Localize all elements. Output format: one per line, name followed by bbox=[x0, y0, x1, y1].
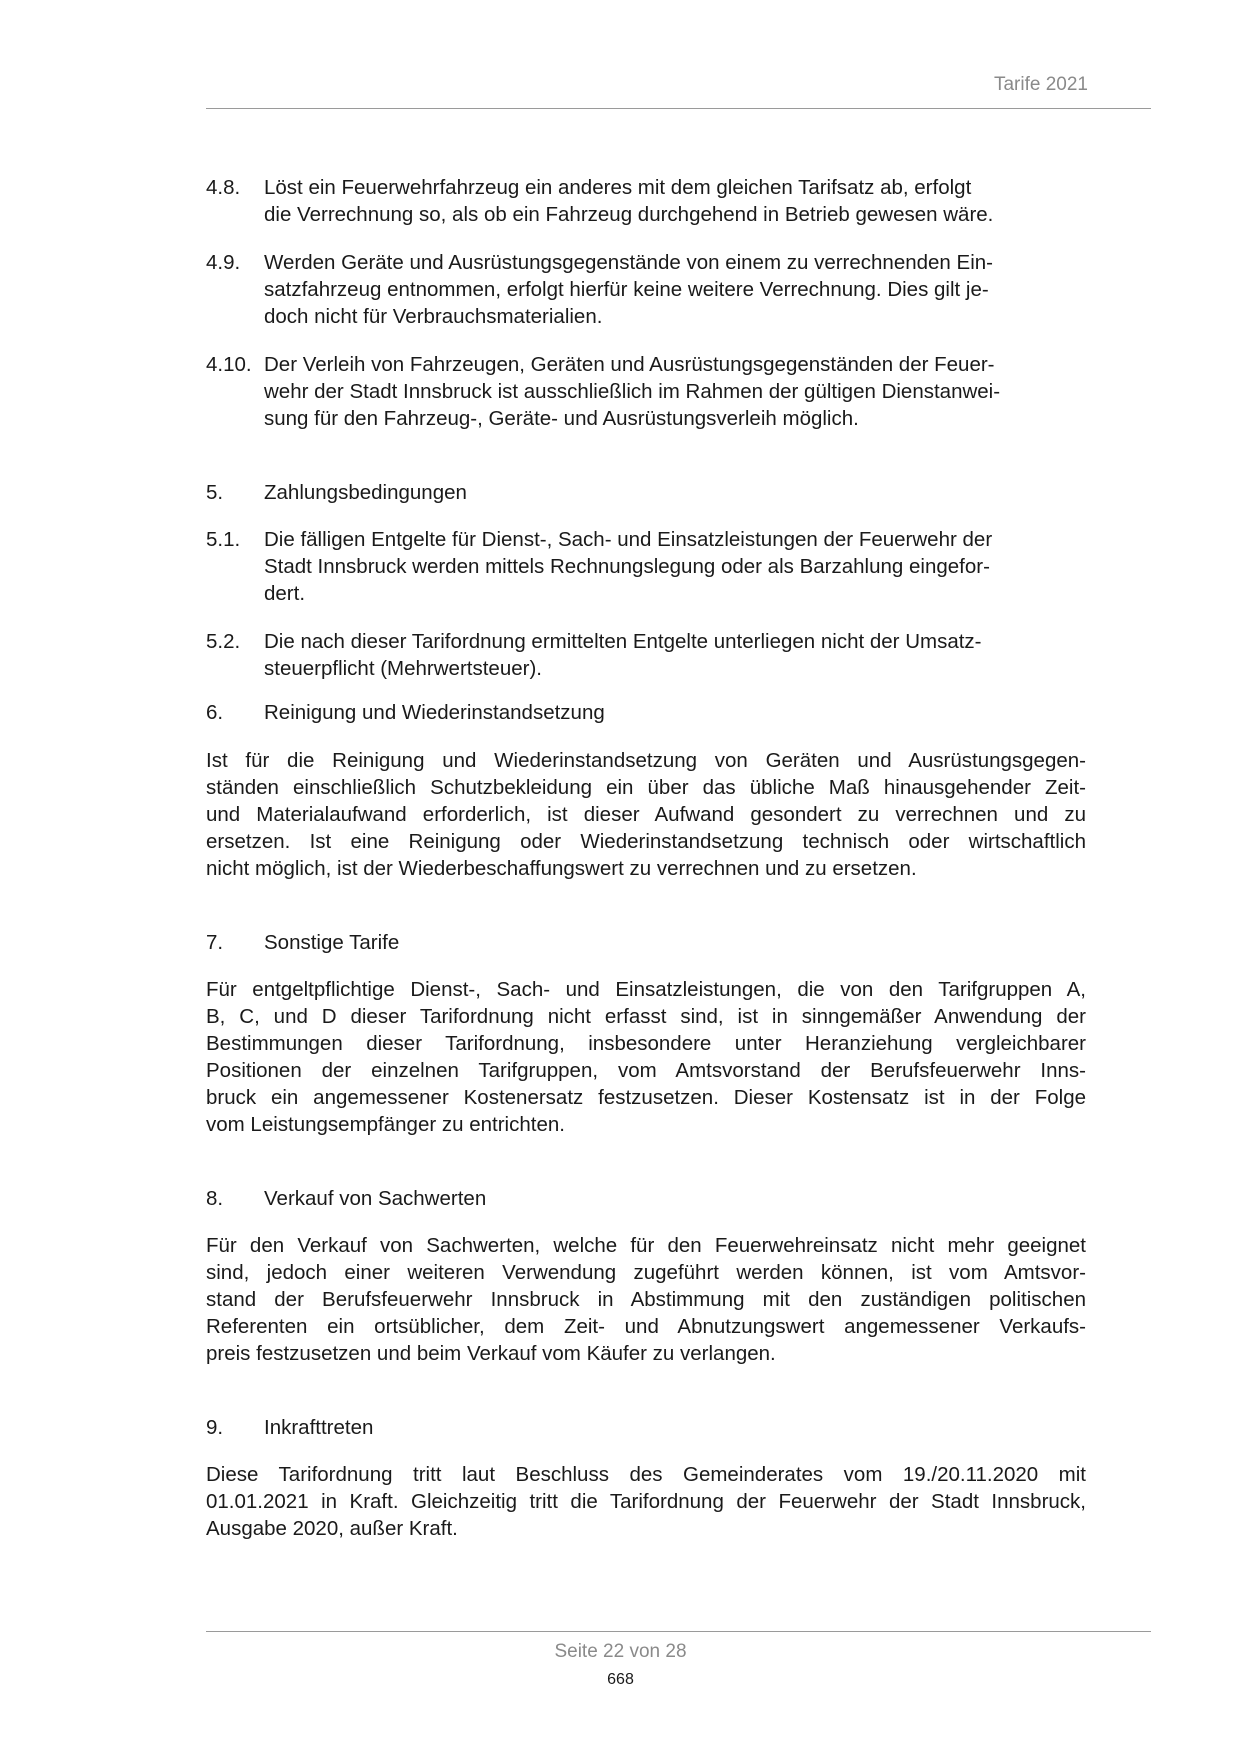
text-line: bruck ein angemessener Kostenersatz festzusetzen. Dieser Kostensatz ist in der Folge bbox=[206, 1086, 1086, 1109]
section-number: 6. bbox=[206, 701, 224, 724]
list-item bbox=[206, 174, 1086, 228]
section-heading bbox=[206, 1185, 1086, 1212]
item-number: 4.9. bbox=[206, 251, 241, 274]
section-title: Inkrafttreten bbox=[264, 1416, 374, 1439]
page-header-title: Tarife 2021 bbox=[993, 74, 1088, 95]
text-line: Ausgabe 2020, außer Kraft. bbox=[206, 1517, 458, 1540]
text-line: 01.01.2021 in Kraft. Gleichzeitig tritt die Tarifordnung der Feuerwehr der Stadt Innsbruck, bbox=[206, 1490, 1086, 1513]
text-line: nicht möglich, ist der Wiederbeschaffungswert zu verrechnen und zu ersetzen. bbox=[206, 857, 917, 880]
list-item bbox=[206, 526, 1086, 607]
section-heading bbox=[206, 929, 1086, 956]
text-line: Werden Geräte und Ausrüstungsgegenstände von einem zu verrechnenden Ein- bbox=[264, 251, 993, 274]
text-line: doch nicht für Verbrauchsmaterialien. bbox=[264, 305, 603, 328]
section-paragraph bbox=[206, 747, 1086, 882]
text-line: preis festzusetzen und beim Verkauf vom Käufer zu verlangen. bbox=[206, 1342, 776, 1365]
item-text bbox=[264, 351, 1086, 432]
text-line: Löst ein Feuerwehrfahrzeug ein anderes mit dem gleichen Tarifsatz ab, erfolgt bbox=[264, 176, 972, 199]
text-line: B, C, und D dieser Tarifordnung nicht erfasst sind, ist in sinngemäßer Anwendung der bbox=[206, 1005, 1086, 1028]
text-line: ständen einschließlich Schutzbekleidung ein über das übliche Maß hinausgehender Zeit- bbox=[206, 776, 1086, 799]
text-line: Für den Verkauf von Sachwerten, welche für den Feuerwehreinsatz nicht mehr geeignet bbox=[206, 1234, 1086, 1257]
text-line: sind, jedoch einer weiteren Verwendung zugeführt werden können, ist vom Amtsvor- bbox=[206, 1261, 1086, 1284]
text-line: vom Leistungsempfänger zu entrichten. bbox=[206, 1113, 565, 1136]
text-line: Für entgeltpflichtige Dienst-, Sach- und Einsatzleistungen, die von den Tarifgruppen A, bbox=[206, 978, 1086, 1001]
section-paragraph bbox=[206, 976, 1086, 1138]
item-text bbox=[264, 174, 1086, 228]
section-number: 5. bbox=[206, 481, 224, 504]
list-item bbox=[206, 351, 1086, 432]
list-item bbox=[206, 249, 1086, 330]
text-line: und Materialaufwand erforderlich, ist dieser Aufwand gesondert zu verrechnen und zu bbox=[206, 803, 1086, 826]
header-rule bbox=[206, 108, 1151, 109]
text-line: Diese Tarifordnung tritt laut Beschluss des Gemeinderates vom 19./20.11.2020 mit bbox=[206, 1463, 1086, 1486]
text-line: Bestimmungen dieser Tarifordnung, insbesondere unter Heranziehung vergleichbarer bbox=[206, 1032, 1086, 1055]
section-paragraph bbox=[206, 1232, 1086, 1367]
text-line: steuerpflicht (Mehrwertsteuer). bbox=[264, 657, 542, 680]
section-heading bbox=[206, 699, 1086, 726]
text-line: ersetzen. Ist eine Reinigung oder Wiederinstandsetzung technisch oder wirtschaftlich bbox=[206, 830, 1086, 853]
text-line: stand der Berufsfeuerwehr Innsbruck in Abstimmung mit den zuständigen politischen bbox=[206, 1288, 1086, 1311]
footer-rule bbox=[206, 1631, 1151, 1632]
text-line: Die fälligen Entgelte für Dienst-, Sach- und Einsatzleistungen der Feuerwehr der bbox=[264, 528, 993, 551]
list-item bbox=[206, 628, 1086, 682]
section-title: Reinigung und Wiederinstandsetzung bbox=[264, 701, 605, 724]
page-indicator: Seite 22 von 28 bbox=[554, 1641, 687, 1662]
text-line: die Verrechnung so, als ob ein Fahrzeug durchgehend in Betrieb gewesen wäre. bbox=[264, 203, 994, 226]
text-line: sung für den Fahrzeug-, Geräte- und Ausrüstungsverleih möglich. bbox=[264, 407, 859, 430]
text-line: Referenten ein ortsüblicher, dem Zeit- und Abnutzungswert angemessener Verkaufs- bbox=[206, 1315, 1086, 1338]
text-line: Der Verleih von Fahrzeugen, Geräten und Ausrüstungsgegenständen der Feuer- bbox=[264, 353, 995, 376]
section-number: 7. bbox=[206, 931, 224, 954]
text-line: Positionen der einzelnen Tarifgruppen, vom Amtsvorstand der Berufsfeuerwehr Inns- bbox=[206, 1059, 1086, 1082]
section-title: Sonstige Tarife bbox=[264, 931, 400, 954]
section-number: 9. bbox=[206, 1416, 224, 1439]
section-heading bbox=[206, 1414, 1086, 1441]
item-text bbox=[264, 526, 1086, 607]
text-line: dert. bbox=[264, 582, 306, 605]
item-text bbox=[264, 628, 1086, 682]
item-text bbox=[264, 249, 1086, 330]
section-heading bbox=[206, 479, 1086, 506]
section-number: 8. bbox=[206, 1187, 224, 1210]
item-number: 5.1. bbox=[206, 528, 241, 551]
section-paragraph bbox=[206, 1461, 1086, 1542]
item-number: 5.2. bbox=[206, 630, 241, 653]
page-number: 668 bbox=[607, 1671, 634, 1688]
text-line: Die nach dieser Tarifordnung ermittelten Entgelte unterliegen nicht der Umsatz- bbox=[264, 630, 982, 653]
section-title: Verkauf von Sachwerten bbox=[264, 1187, 487, 1210]
item-number: 4.8. bbox=[206, 176, 241, 199]
text-line: Ist für die Reinigung und Wiederinstandsetzung von Geräten und Ausrüstungsgegen- bbox=[206, 749, 1086, 772]
item-number: 4.10. bbox=[206, 353, 252, 376]
text-line: Stadt Innsbruck werden mittels Rechnungslegung oder als Barzahlung eingefor- bbox=[264, 555, 990, 578]
document-body bbox=[206, 174, 1086, 1542]
text-line: satzfahrzeug entnommen, erfolgt hierfür keine weitere Verrechnung. Dies gilt je- bbox=[264, 278, 989, 301]
section-title: Zahlungsbedingungen bbox=[264, 481, 467, 504]
text-line: wehr der Stadt Innsbruck ist ausschließlich im Rahmen der gültigen Dienstanwei- bbox=[264, 380, 1001, 403]
